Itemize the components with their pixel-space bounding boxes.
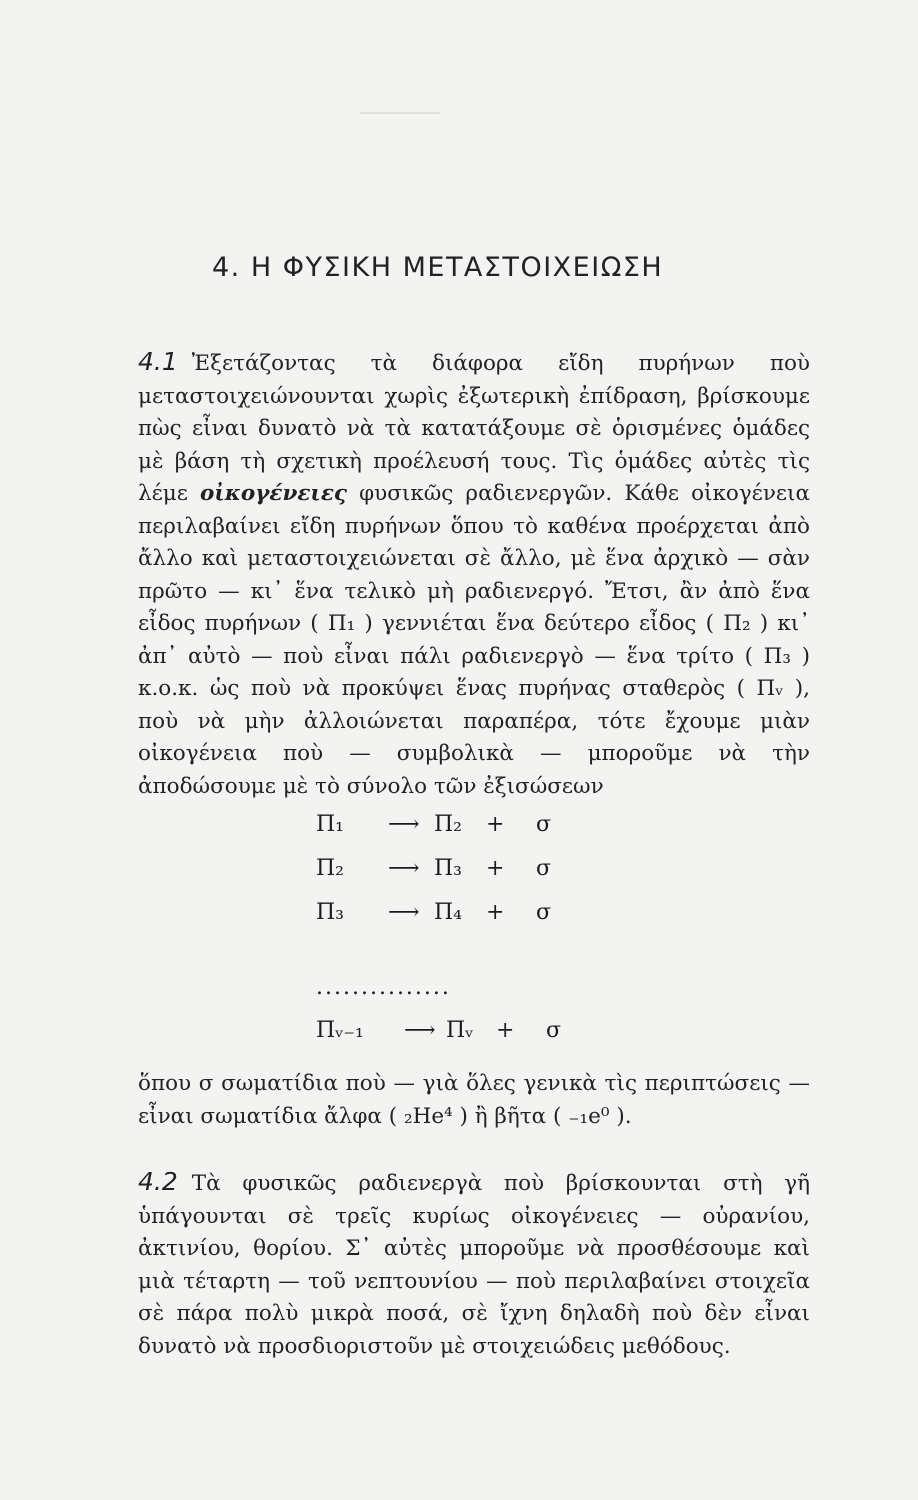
eq-lhs: Π₁: [316, 812, 345, 837]
eq-rhs: Π₄: [434, 900, 463, 925]
eq-sigma: σ: [536, 900, 552, 925]
emphasized-term: οἰκογένειες: [199, 481, 347, 506]
eq-plus: +: [486, 812, 505, 837]
eq-plus: +: [486, 856, 505, 881]
paragraph-text-b: φυσικῶς ραδιενεργῶν. Κάθε οἰκογένεια περιλαβαίνει εἴδη πυρήνων ὅπου τὸ καθένα προέρχεται ἀπὸ ἄλλο καὶ μεταστοιχειώνεται σὲ ἄλλο, μὲ ἕνα ἀρχικὸ — σὰν πρῶτο — κι᾽ ἕνα τελικὸ μὴ ραδιενεργό. Ἔτσι, ἂν ἀπὸ ἕνα εἶδος πυρήνων ( Π₁ ) γεννιέται ἕνα δεύτερο εἶδος ( Π₂ ) κι᾽ ἀπ᾽ αὐτὸ — ποὺ εἶναι πάλι ραδιενεργὸ — ἕνα τρίτο ( Π₃ ) κ.ο.κ. ὡς ποὺ νὰ προκύψει ἕνας πυρήνας σταθερὸς ( Πᵥ ), ποὺ νὰ μὴν ἀλλοιώνεται παραπέρα, τότε ἔχουμε μιὰν οἰκογένεια ποὺ — συμβολικὰ — μποροῦμε νὰ τὴν ἀποδώσουμε μὲ τὸ σύνολο τῶν ἐξισώσεων: [138, 481, 810, 799]
eq-lhs: Πᵥ₋₁: [316, 1018, 364, 1043]
equation-block: [316, 812, 576, 944]
equation-row: [316, 856, 576, 900]
eq-lhs: Π₂: [316, 856, 345, 881]
paragraph-text-a: Ἐξετάζοντας τὰ διάφορα εἴδη πυρήνων ποὺ μεταστοιχειώνουνται χωρὶς ἐξωτερικὴ ἐπίδραση, βρίσκουμε πὼς εἶναι δυνατὸ νὰ τὰ κατατάξουμε σὲ ὁρισμένες ὁμάδες μὲ βάση τὴ σχετικὴ προέλευσή τους. Τὶς ὁμάδες αὐτὲς τὶς λέμε: [138, 351, 810, 506]
section-4-1-paragraph: [138, 346, 810, 803]
eq-rhs: Πᵥ: [446, 1018, 474, 1043]
section-number: 4.1: [138, 347, 178, 376]
eq-plus: +: [486, 900, 505, 925]
bleed-through-mark: [360, 112, 440, 114]
equation-row-final: [316, 1018, 576, 1062]
eq-arrow: ⟶: [404, 1018, 436, 1043]
ellipsis-row: ...............: [316, 975, 451, 1000]
section-4-2-paragraph: [138, 1166, 810, 1363]
equation-row: [316, 900, 576, 944]
section-number: 4.2: [138, 1167, 178, 1196]
eq-rhs: Π₃: [434, 856, 463, 881]
eq-plus: +: [496, 1018, 515, 1043]
eq-arrow: ⟶: [388, 856, 420, 881]
eq-lhs: Π₃: [316, 900, 345, 925]
eq-rhs: Π₂: [434, 812, 463, 837]
eq-sigma: σ: [536, 856, 552, 881]
eq-sigma: σ: [546, 1018, 562, 1043]
paragraph-text: Τὰ φυσικῶς ραδιενεργὰ ποὺ βρίσκουνται στὴ γῆ ὑπάγουνται σὲ τρεῖς κυρίως οἰκογένειες — οὐρανίου, ἀκτινίου, θορίου. Σ᾽ αὐτὲς μποροῦμε νὰ προσθέσουμε καὶ μιὰ τέταρτη — τοῦ νεπτουνίου — ποὺ περιλαβαίνει στοιχεῖα σὲ πάρα πολὺ μικρὰ ποσά, σὲ ἴχνη δηλαδὴ ποὺ δὲν εἶναι δυνατὸ νὰ προσδιοριστοῦν μὲ στοιχειώδεις μεθόδους.: [138, 1171, 810, 1359]
equation-row: [316, 812, 576, 856]
eq-arrow: ⟶: [388, 900, 420, 925]
eq-sigma: σ: [536, 812, 552, 837]
chapter-heading: 4. Η ΦΥΣΙΚΗ ΜΕΤΑΣΤΟΙΧΕΙΩΣΗ: [212, 252, 664, 283]
eq-arrow: ⟶: [388, 812, 420, 837]
after-equations-paragraph: ὅπου σ σωματίδια ποὺ — γιὰ ὅλες γενικὰ τὶς περιπτώσεις — εἶναι σωματίδια ἄλφα ( ₂He⁴ ) ἢ βῆτα ( ₋₁e⁰ ).: [138, 1071, 810, 1129]
